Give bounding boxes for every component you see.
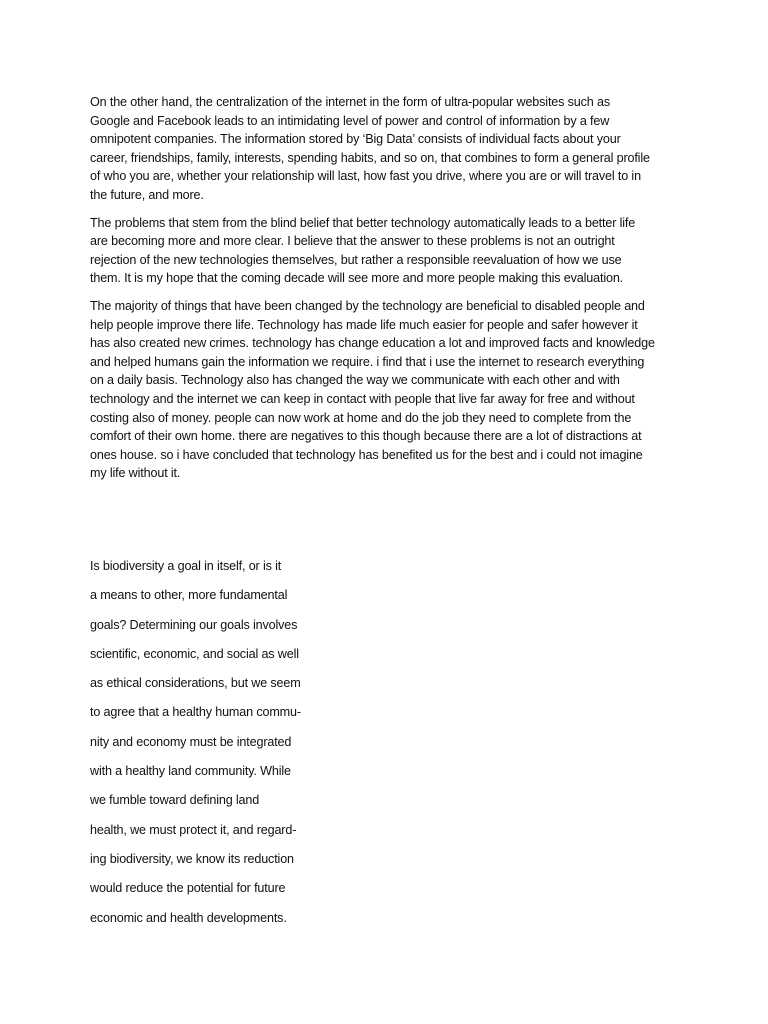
text-line: costing also of money. people can now work at home and do the job they need to complete from the <box>90 410 632 425</box>
text-line: ones house. so i have concluded that technology has benefited us for the best and i could not imagine <box>90 447 643 462</box>
text-line: them. It is my hope that the coming decade will see more and more people making this evaluation. <box>90 271 624 286</box>
text-line: the future, and more. <box>90 187 204 202</box>
column-line: goals? Determining our goals involves <box>90 617 298 632</box>
text-line: Google and Facebook leads to an intimidating level of power and control of information by a few <box>90 113 610 128</box>
text-line: help people improve there life. Technology has made life much easier for people and safer however it <box>90 317 638 332</box>
text-line: my life without it. <box>90 466 181 481</box>
paragraph-centralization <box>90 93 690 205</box>
biodiversity-column <box>90 557 350 938</box>
text-line: The majority of things that have been changed by the technology are beneficial to disabled people and <box>90 298 645 313</box>
column-line: as ethical considerations, but we seem <box>90 676 301 691</box>
column-line: we fumble toward defining land <box>90 793 260 808</box>
text-line: comfort of their own home. there are negatives to this though because there are a lot of distractions at <box>90 429 642 444</box>
text-line: of who you are, whether your relationship will last, how fast you drive, where you are or will travel to in <box>90 169 641 184</box>
text-line: on a daily basis. Technology also has changed the way we communicate with each other and with <box>90 373 620 388</box>
column-line: ing biodiversity, we know its reduction <box>90 851 294 866</box>
text-line: has also created new crimes. technology has change education a lot and improved facts and knowledge <box>90 336 655 351</box>
text-line: and helped humans gain the information we require. i find that i use the internet to research everything <box>90 354 645 369</box>
document-body <box>90 93 690 492</box>
column-line: nity and economy must be integrated <box>90 734 292 749</box>
column-line: Is biodiversity a goal in itself, or is it <box>90 559 282 573</box>
text-line: The problems that stem from the blind belief that better technology automatically leads to a better life <box>90 215 636 230</box>
column-line: with a healthy land community. While <box>90 764 291 779</box>
column-line: a means to other, more fundamental <box>90 588 288 603</box>
column-line: health, we must protect it, and regard- <box>90 822 297 837</box>
text-line: career, friendships, family, interests, spending habits, and so on, that combines to form a general profile <box>90 150 650 165</box>
text-line: are becoming more and more clear. I believe that the answer to these problems is not an outright <box>90 234 615 249</box>
text-line: rejection of the new technologies themselves, but rather a responsible reevaluation of how we use <box>90 252 622 267</box>
paragraph-technology-problems <box>90 214 690 288</box>
column-line: would reduce the potential for future <box>90 881 286 896</box>
paragraph-technology-benefits <box>90 297 690 483</box>
text-line: technology and the internet we can keep in contact with people that live far away for free and without <box>90 391 635 406</box>
column-line: economic and health developments. <box>90 910 287 925</box>
text-line: omnipotent companies. The information stored by ‘Big Data’ consists of individual facts about your <box>90 132 621 147</box>
text-line: On the other hand, the centralization of the internet in the form of ultra-popular websites such as <box>90 95 610 109</box>
column-line: to agree that a healthy human commu- <box>90 705 301 720</box>
column-line: scientific, economic, and social as well <box>90 646 299 661</box>
